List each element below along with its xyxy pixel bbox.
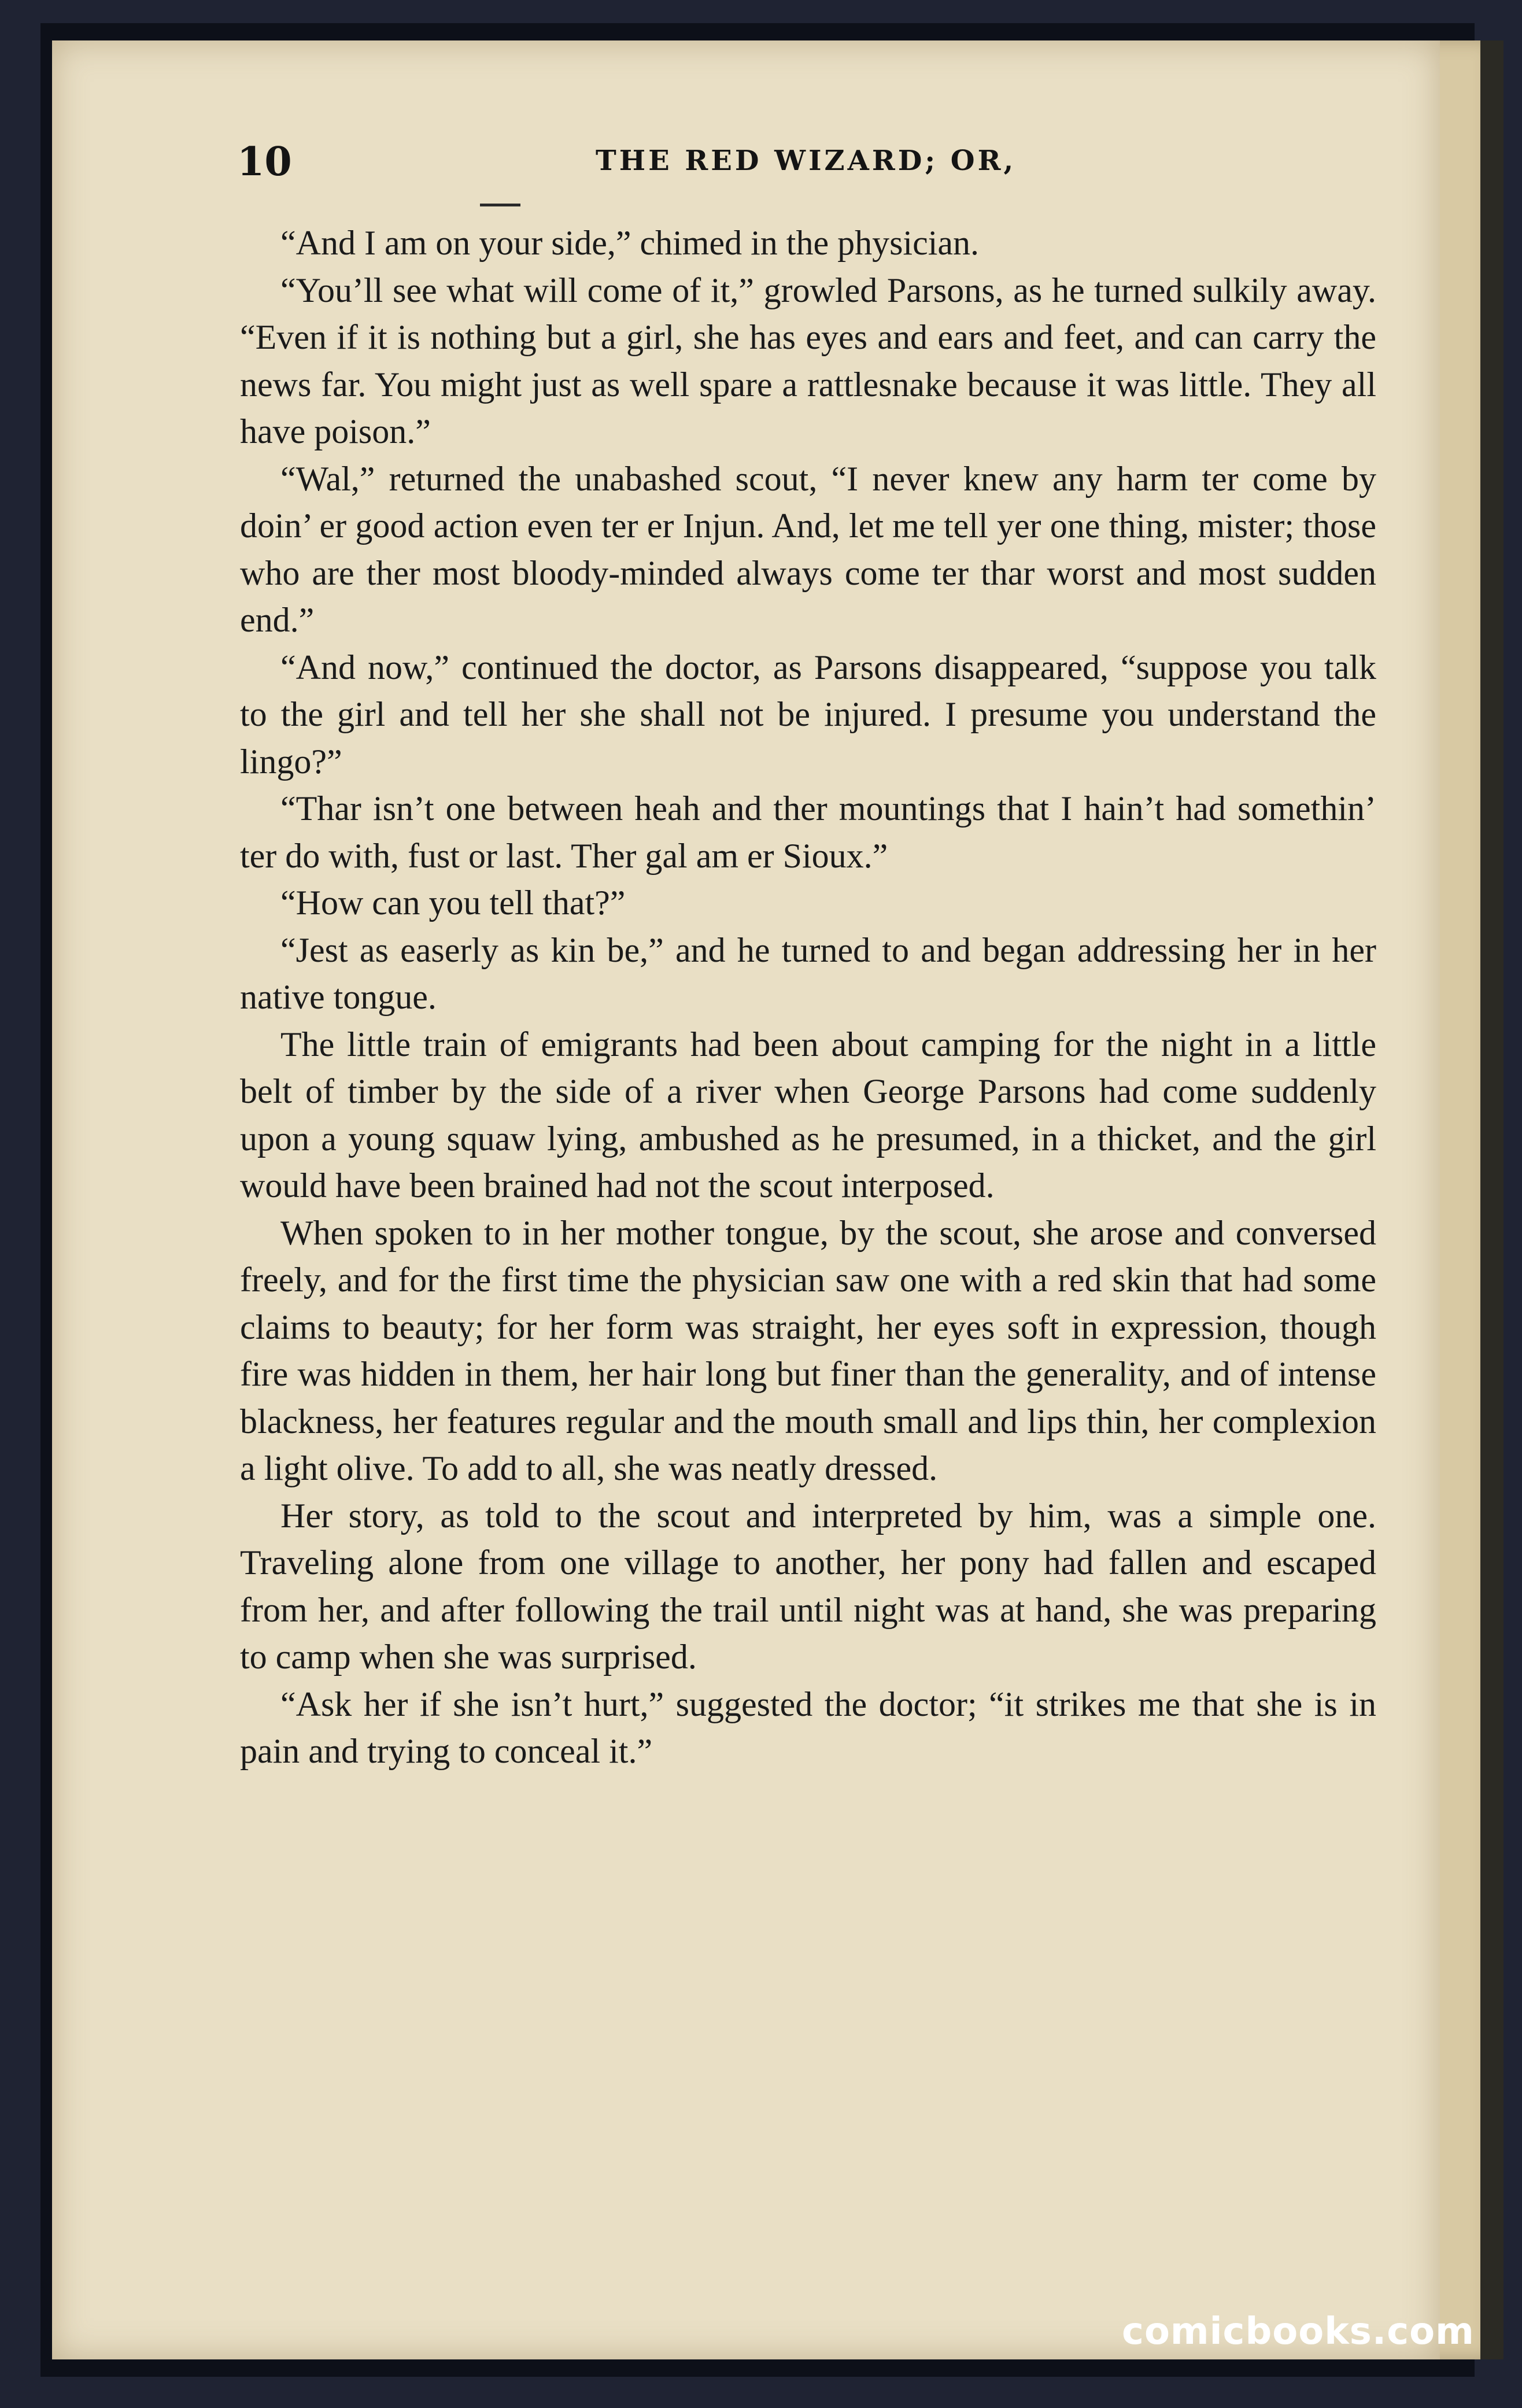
paragraph: “Jest as easerly as kin be,” and he turned to and began addressing her in her native tongue. [240,930,1376,1016]
body-text [240,220,1376,2145]
paragraph: “Thar isn’t one between heah and ther mountings that I hain’t had somethin’ ter do with, fust or last. Ther gal am er Sioux.” [240,789,1376,875]
paragraph: “How can you tell that?” [280,884,626,922]
paragraph: “And I am on your side,” chimed in the physician. [280,224,980,262]
page-header [237,139,1382,202]
paragraph: “Ask her if she isn’t hurt,” suggested the doctor; “it strikes me that she is in pain and trying to conceal it.” [240,1685,1376,1770]
paragraph: When spoken to in her mother tongue, by the scout, she arose and conversed freely, and for the first time the physician saw one with a red skin that had some claims to beauty; for her form was straight, her eyes soft in expression, though fire was hidden in them, her hair long but finer than the generality, and of intense blackness, her features regular and the mouth small and lips thin, her complexion a light olive. To add to all, she was neatly dressed. [240,1213,1376,1487]
running-head: THE RED WIZARD; OR, [596,145,1017,177]
page-number: 10 [237,139,292,185]
paragraph: The little train of emigrants had been about camping for the night in a little belt of timber by the side of a river when George Parsons had come suddenly upon a young squaw lying, ambushed as he presumed, in a thicket, and the girl would have been brained had not the scout interposed. [240,1025,1376,1205]
paragraph: “And now,” continued the doctor, as Parsons disappeared, “suppose you talk to the girl and tell her she shall not be injured. I presume you understand the lingo?” [240,648,1376,781]
paragraph: Her story, as told to the scout and interpreted by him, was a simple one. Traveling alone from one village to another, her pony had fallen and escaped from her, and after following the trail until night was at hand, she was preparing to camp when she was surprised. [240,1496,1376,1676]
paragraph: “Wal,” returned the unabashed scout, “I never knew any harm ter come by doin’ er good action even ter er Injun. And, let me tell yer one thing, mister; those who are ther most bloody-minded always come ter thar worst and most sudden end.” [240,459,1376,639]
binding-edge [1480,40,1503,2359]
paragraph: “You’ll see what will come of it,” growled Parsons, as he turned sulkily away. “Even if it is nothing but a girl, she has eyes and ears and feet, and can carry the news far. You might just as well spare a rattlesnake because it was little. They all have poison.” [240,271,1376,450]
header-rule [480,204,520,206]
watermark: comicbooks.com [1122,2310,1475,2353]
